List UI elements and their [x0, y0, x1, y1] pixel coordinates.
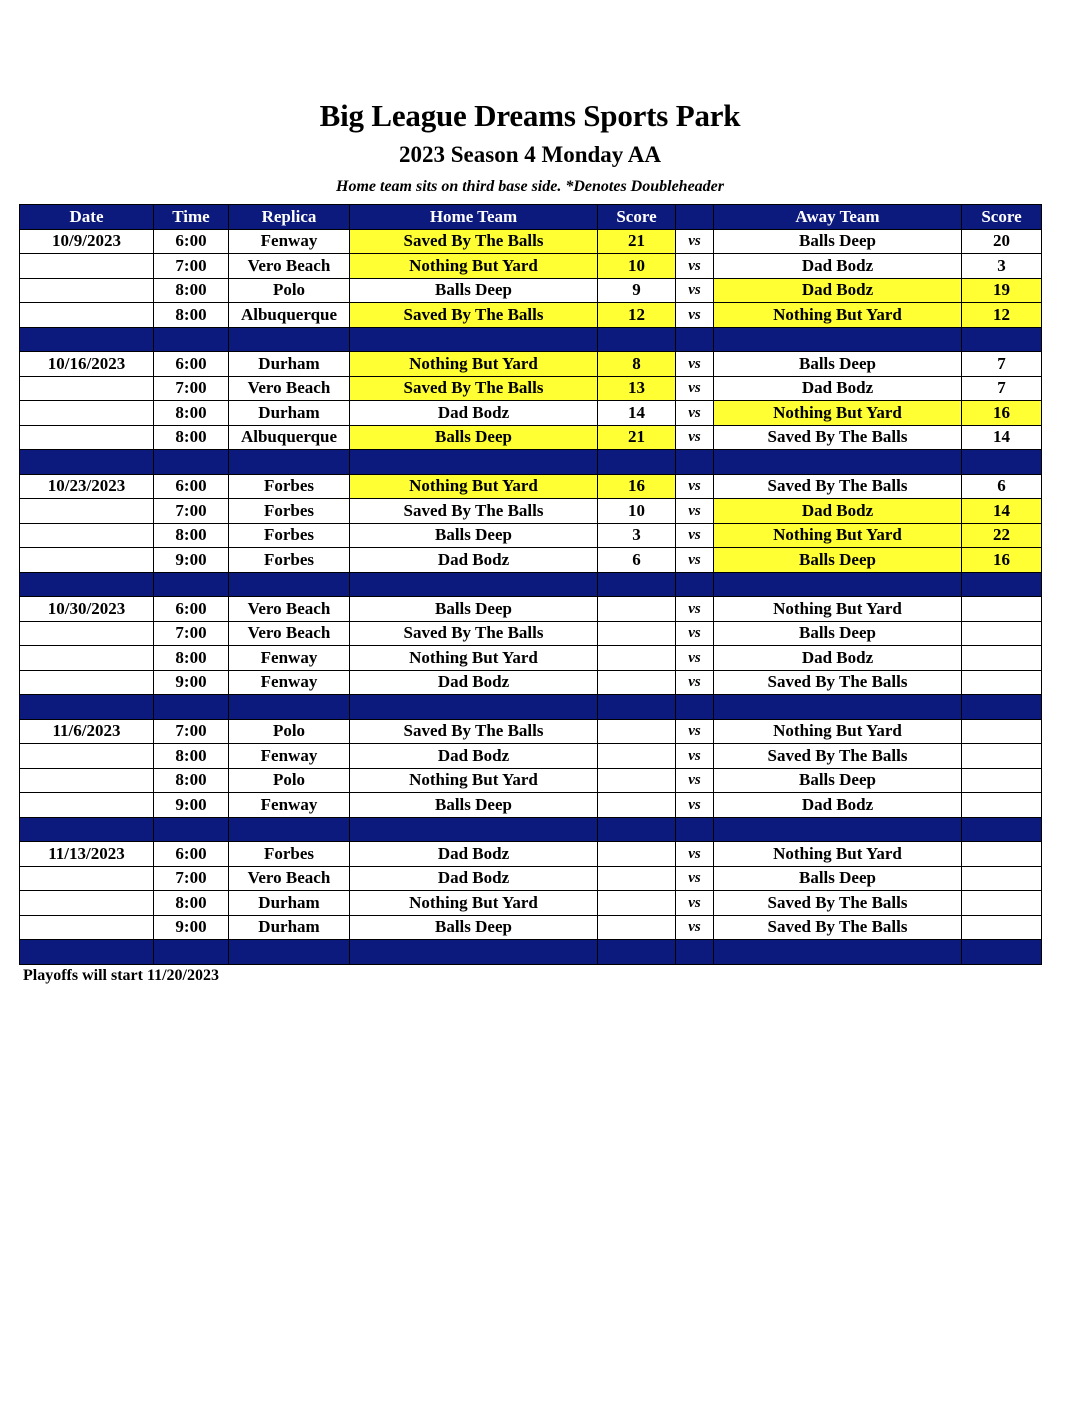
game-time: 8:00 — [154, 744, 229, 769]
page-subtitle: 2023 Season 4 Monday AA — [399, 142, 661, 167]
home-score — [598, 719, 676, 744]
home-score — [598, 744, 676, 769]
col-header-away-team: Away Team — [714, 205, 962, 230]
away-score — [962, 768, 1042, 793]
game-date — [20, 793, 154, 818]
game-time: 7:00 — [154, 254, 229, 279]
separator-cell — [350, 817, 598, 842]
home-score: 21 — [598, 425, 676, 450]
vs-label: vs — [676, 401, 714, 426]
separator-cell — [714, 450, 962, 475]
away-score — [962, 597, 1042, 622]
away-score — [962, 744, 1042, 769]
vs-label: vs — [676, 254, 714, 279]
game-row — [20, 303, 1042, 328]
home-team: Dad Bodz — [350, 401, 598, 426]
separator-cell — [676, 817, 714, 842]
game-date — [20, 499, 154, 524]
game-row — [20, 229, 1042, 254]
separator-cell — [154, 450, 229, 475]
playoffs-note: Playoffs will start 11/20/2023 — [23, 967, 219, 984]
separator-cell — [598, 817, 676, 842]
home-team: Saved By The Balls — [350, 303, 598, 328]
vs-label: vs — [676, 915, 714, 940]
game-time: 8:00 — [154, 768, 229, 793]
home-team: Nothing But Yard — [350, 891, 598, 916]
col-header-date: Date — [20, 205, 154, 230]
home-score: 6 — [598, 548, 676, 573]
col-header-away-score: Score — [962, 205, 1042, 230]
separator-cell — [154, 572, 229, 597]
separator-cell — [20, 327, 154, 352]
game-replica: Fenway — [229, 646, 350, 671]
home-team: Saved By The Balls — [350, 376, 598, 401]
separator-cell — [350, 450, 598, 475]
game-date — [20, 768, 154, 793]
vs-label: vs — [676, 719, 714, 744]
home-score: 9 — [598, 278, 676, 303]
vs-label: vs — [676, 768, 714, 793]
game-row — [20, 915, 1042, 940]
game-time: 7:00 — [154, 621, 229, 646]
header-row — [20, 205, 1042, 230]
game-replica: Polo — [229, 768, 350, 793]
away-team: Dad Bodz — [714, 646, 962, 671]
home-score — [598, 597, 676, 622]
separator-cell — [962, 327, 1042, 352]
game-replica: Albuquerque — [229, 303, 350, 328]
separator-cell — [229, 817, 350, 842]
week-separator — [20, 327, 1042, 352]
home-score: 16 — [598, 474, 676, 499]
away-score: 19 — [962, 278, 1042, 303]
separator-cell — [229, 695, 350, 720]
game-row — [20, 278, 1042, 303]
away-team: Nothing But Yard — [714, 401, 962, 426]
game-row — [20, 376, 1042, 401]
separator-cell — [962, 817, 1042, 842]
game-replica: Forbes — [229, 474, 350, 499]
away-team: Nothing But Yard — [714, 303, 962, 328]
week-separator — [20, 572, 1042, 597]
separator-cell — [20, 695, 154, 720]
separator-cell — [676, 940, 714, 965]
home-score: 10 — [598, 254, 676, 279]
vs-label: vs — [676, 474, 714, 499]
away-score: 16 — [962, 548, 1042, 573]
game-time: 8:00 — [154, 303, 229, 328]
home-score — [598, 866, 676, 891]
game-date — [20, 425, 154, 450]
game-replica: Vero Beach — [229, 376, 350, 401]
away-team: Balls Deep — [714, 229, 962, 254]
separator-cell — [20, 450, 154, 475]
vs-label: vs — [676, 303, 714, 328]
vs-label: vs — [676, 278, 714, 303]
home-team: Saved By The Balls — [350, 499, 598, 524]
away-score: 20 — [962, 229, 1042, 254]
away-score: 12 — [962, 303, 1042, 328]
game-date — [20, 915, 154, 940]
home-team: Dad Bodz — [350, 744, 598, 769]
game-date: 10/30/2023 — [20, 597, 154, 622]
game-replica: Durham — [229, 401, 350, 426]
separator-cell — [154, 817, 229, 842]
game-row — [20, 891, 1042, 916]
separator-cell — [714, 327, 962, 352]
game-date: 10/16/2023 — [20, 352, 154, 377]
home-score — [598, 915, 676, 940]
vs-label: vs — [676, 866, 714, 891]
home-team: Nothing But Yard — [350, 474, 598, 499]
home-team: Balls Deep — [350, 597, 598, 622]
home-team: Dad Bodz — [350, 842, 598, 867]
home-score — [598, 842, 676, 867]
game-time: 6:00 — [154, 474, 229, 499]
separator-cell — [962, 695, 1042, 720]
home-team: Balls Deep — [350, 523, 598, 548]
away-score: 7 — [962, 352, 1042, 377]
away-team: Balls Deep — [714, 352, 962, 377]
game-date: 10/9/2023 — [20, 229, 154, 254]
home-score — [598, 891, 676, 916]
game-row — [20, 670, 1042, 695]
game-replica: Durham — [229, 891, 350, 916]
game-date: 10/23/2023 — [20, 474, 154, 499]
separator-cell — [229, 940, 350, 965]
separator-cell — [598, 572, 676, 597]
game-date: 11/13/2023 — [20, 842, 154, 867]
schedule-body — [20, 229, 1042, 964]
separator-cell — [676, 450, 714, 475]
separator-cell — [350, 695, 598, 720]
away-team: Dad Bodz — [714, 499, 962, 524]
game-row — [20, 425, 1042, 450]
game-replica: Fenway — [229, 229, 350, 254]
game-row — [20, 352, 1042, 377]
home-team: Nothing But Yard — [350, 352, 598, 377]
away-score — [962, 621, 1042, 646]
home-team: Balls Deep — [350, 915, 598, 940]
away-score: 22 — [962, 523, 1042, 548]
vs-label: vs — [676, 670, 714, 695]
game-time: 9:00 — [154, 915, 229, 940]
vs-label: vs — [676, 352, 714, 377]
game-date — [20, 523, 154, 548]
separator-cell — [962, 940, 1042, 965]
game-date — [20, 401, 154, 426]
game-time: 6:00 — [154, 597, 229, 622]
game-time: 6:00 — [154, 842, 229, 867]
separator-cell — [676, 572, 714, 597]
vs-label: vs — [676, 499, 714, 524]
game-replica: Polo — [229, 719, 350, 744]
away-score: 7 — [962, 376, 1042, 401]
game-time: 8:00 — [154, 523, 229, 548]
away-score — [962, 842, 1042, 867]
home-score: 8 — [598, 352, 676, 377]
away-team: Balls Deep — [714, 866, 962, 891]
away-team: Saved By The Balls — [714, 915, 962, 940]
game-replica: Vero Beach — [229, 254, 350, 279]
game-time: 8:00 — [154, 891, 229, 916]
game-replica: Durham — [229, 915, 350, 940]
game-time: 8:00 — [154, 401, 229, 426]
vs-label: vs — [676, 229, 714, 254]
game-row — [20, 597, 1042, 622]
away-team: Saved By The Balls — [714, 891, 962, 916]
game-replica: Forbes — [229, 499, 350, 524]
away-team: Saved By The Balls — [714, 474, 962, 499]
away-team: Saved By The Balls — [714, 744, 962, 769]
game-replica: Polo — [229, 278, 350, 303]
game-row — [20, 499, 1042, 524]
away-team: Nothing But Yard — [714, 523, 962, 548]
separator-cell — [714, 572, 962, 597]
home-team: Saved By The Balls — [350, 719, 598, 744]
home-score — [598, 646, 676, 671]
vs-label: vs — [676, 523, 714, 548]
home-team: Balls Deep — [350, 425, 598, 450]
home-team: Nothing But Yard — [350, 768, 598, 793]
vs-label: vs — [676, 744, 714, 769]
week-separator — [20, 450, 1042, 475]
game-row — [20, 842, 1042, 867]
separator-cell — [598, 940, 676, 965]
away-team: Saved By The Balls — [714, 670, 962, 695]
week-separator — [20, 940, 1042, 965]
game-row — [20, 744, 1042, 769]
game-row — [20, 523, 1042, 548]
game-date — [20, 254, 154, 279]
game-replica: Vero Beach — [229, 621, 350, 646]
game-time: 9:00 — [154, 793, 229, 818]
vs-label: vs — [676, 425, 714, 450]
game-time: 7:00 — [154, 376, 229, 401]
home-score — [598, 670, 676, 695]
game-row — [20, 548, 1042, 573]
game-date — [20, 891, 154, 916]
game-date — [20, 548, 154, 573]
vs-label: vs — [676, 842, 714, 867]
separator-cell — [676, 327, 714, 352]
game-replica: Fenway — [229, 744, 350, 769]
game-time: 9:00 — [154, 548, 229, 573]
away-team: Nothing But Yard — [714, 597, 962, 622]
vs-label: vs — [676, 793, 714, 818]
away-score — [962, 719, 1042, 744]
game-time: 7:00 — [154, 719, 229, 744]
home-team: Saved By The Balls — [350, 621, 598, 646]
vs-label: vs — [676, 646, 714, 671]
away-score — [962, 793, 1042, 818]
separator-cell — [229, 572, 350, 597]
separator-cell — [714, 695, 962, 720]
game-replica: Forbes — [229, 523, 350, 548]
separator-cell — [154, 940, 229, 965]
home-team: Dad Bodz — [350, 866, 598, 891]
schedule-note: Home team sits on third base side. *Denotes Doubleheader — [336, 178, 724, 195]
week-separator — [20, 817, 1042, 842]
away-team: Dad Bodz — [714, 376, 962, 401]
game-row — [20, 793, 1042, 818]
col-header-replica: Replica — [229, 205, 350, 230]
game-replica: Forbes — [229, 548, 350, 573]
away-score — [962, 915, 1042, 940]
vs-label: vs — [676, 597, 714, 622]
game-row — [20, 646, 1042, 671]
game-replica: Fenway — [229, 670, 350, 695]
away-team: Balls Deep — [714, 548, 962, 573]
separator-cell — [598, 450, 676, 475]
away-team: Dad Bodz — [714, 254, 962, 279]
home-team: Dad Bodz — [350, 548, 598, 573]
game-time: 7:00 — [154, 499, 229, 524]
home-score: 14 — [598, 401, 676, 426]
vs-label: vs — [676, 376, 714, 401]
away-team: Balls Deep — [714, 621, 962, 646]
game-row — [20, 401, 1042, 426]
away-score — [962, 866, 1042, 891]
home-team: Dad Bodz — [350, 670, 598, 695]
away-team: Saved By The Balls — [714, 425, 962, 450]
game-replica: Durham — [229, 352, 350, 377]
away-score — [962, 670, 1042, 695]
separator-cell — [154, 327, 229, 352]
away-team: Nothing But Yard — [714, 842, 962, 867]
game-time: 6:00 — [154, 229, 229, 254]
separator-cell — [598, 327, 676, 352]
game-date — [20, 303, 154, 328]
game-row — [20, 474, 1042, 499]
separator-cell — [962, 572, 1042, 597]
away-team: Balls Deep — [714, 768, 962, 793]
separator-cell — [714, 817, 962, 842]
separator-cell — [598, 695, 676, 720]
away-score — [962, 891, 1042, 916]
game-replica: Vero Beach — [229, 866, 350, 891]
away-team: Nothing But Yard — [714, 719, 962, 744]
game-replica: Forbes — [229, 842, 350, 867]
home-score: 13 — [598, 376, 676, 401]
home-score — [598, 768, 676, 793]
away-score — [962, 646, 1042, 671]
home-team: Nothing But Yard — [350, 646, 598, 671]
page-title: Big League Dreams Sports Park — [319, 98, 741, 133]
game-row — [20, 719, 1042, 744]
game-row — [20, 254, 1042, 279]
col-header-time: Time — [154, 205, 229, 230]
away-team: Dad Bodz — [714, 278, 962, 303]
separator-cell — [962, 450, 1042, 475]
home-score — [598, 793, 676, 818]
home-score: 12 — [598, 303, 676, 328]
away-score: 16 — [962, 401, 1042, 426]
home-team: Balls Deep — [350, 793, 598, 818]
game-date — [20, 744, 154, 769]
away-score: 6 — [962, 474, 1042, 499]
away-score: 14 — [962, 499, 1042, 524]
separator-cell — [154, 695, 229, 720]
separator-cell — [676, 695, 714, 720]
game-replica: Fenway — [229, 793, 350, 818]
week-separator — [20, 695, 1042, 720]
home-score — [598, 621, 676, 646]
separator-cell — [229, 450, 350, 475]
vs-label: vs — [676, 548, 714, 573]
game-time: 9:00 — [154, 670, 229, 695]
game-date — [20, 278, 154, 303]
home-score: 21 — [598, 229, 676, 254]
game-time: 7:00 — [154, 866, 229, 891]
home-score: 3 — [598, 523, 676, 548]
away-score: 3 — [962, 254, 1042, 279]
game-row — [20, 866, 1042, 891]
game-row — [20, 621, 1042, 646]
vs-label: vs — [676, 891, 714, 916]
away-team: Dad Bodz — [714, 793, 962, 818]
separator-cell — [20, 572, 154, 597]
game-date — [20, 376, 154, 401]
game-date — [20, 621, 154, 646]
game-time: 8:00 — [154, 425, 229, 450]
separator-cell — [20, 817, 154, 842]
game-time: 6:00 — [154, 352, 229, 377]
separator-cell — [350, 327, 598, 352]
game-row — [20, 768, 1042, 793]
col-header-home-team: Home Team — [350, 205, 598, 230]
game-date — [20, 670, 154, 695]
game-time: 8:00 — [154, 646, 229, 671]
away-score: 14 — [962, 425, 1042, 450]
game-replica: Albuquerque — [229, 425, 350, 450]
home-team: Balls Deep — [350, 278, 598, 303]
separator-cell — [350, 572, 598, 597]
game-date — [20, 646, 154, 671]
home-score: 10 — [598, 499, 676, 524]
game-time: 8:00 — [154, 278, 229, 303]
col-header-vs — [676, 205, 714, 230]
schedule-table — [19, 204, 1042, 965]
col-header-home-score: Score — [598, 205, 676, 230]
game-date — [20, 866, 154, 891]
home-team: Nothing But Yard — [350, 254, 598, 279]
separator-cell — [229, 327, 350, 352]
separator-cell — [714, 940, 962, 965]
game-date: 11/6/2023 — [20, 719, 154, 744]
separator-cell — [20, 940, 154, 965]
home-team: Saved By The Balls — [350, 229, 598, 254]
game-replica: Vero Beach — [229, 597, 350, 622]
vs-label: vs — [676, 621, 714, 646]
separator-cell — [350, 940, 598, 965]
